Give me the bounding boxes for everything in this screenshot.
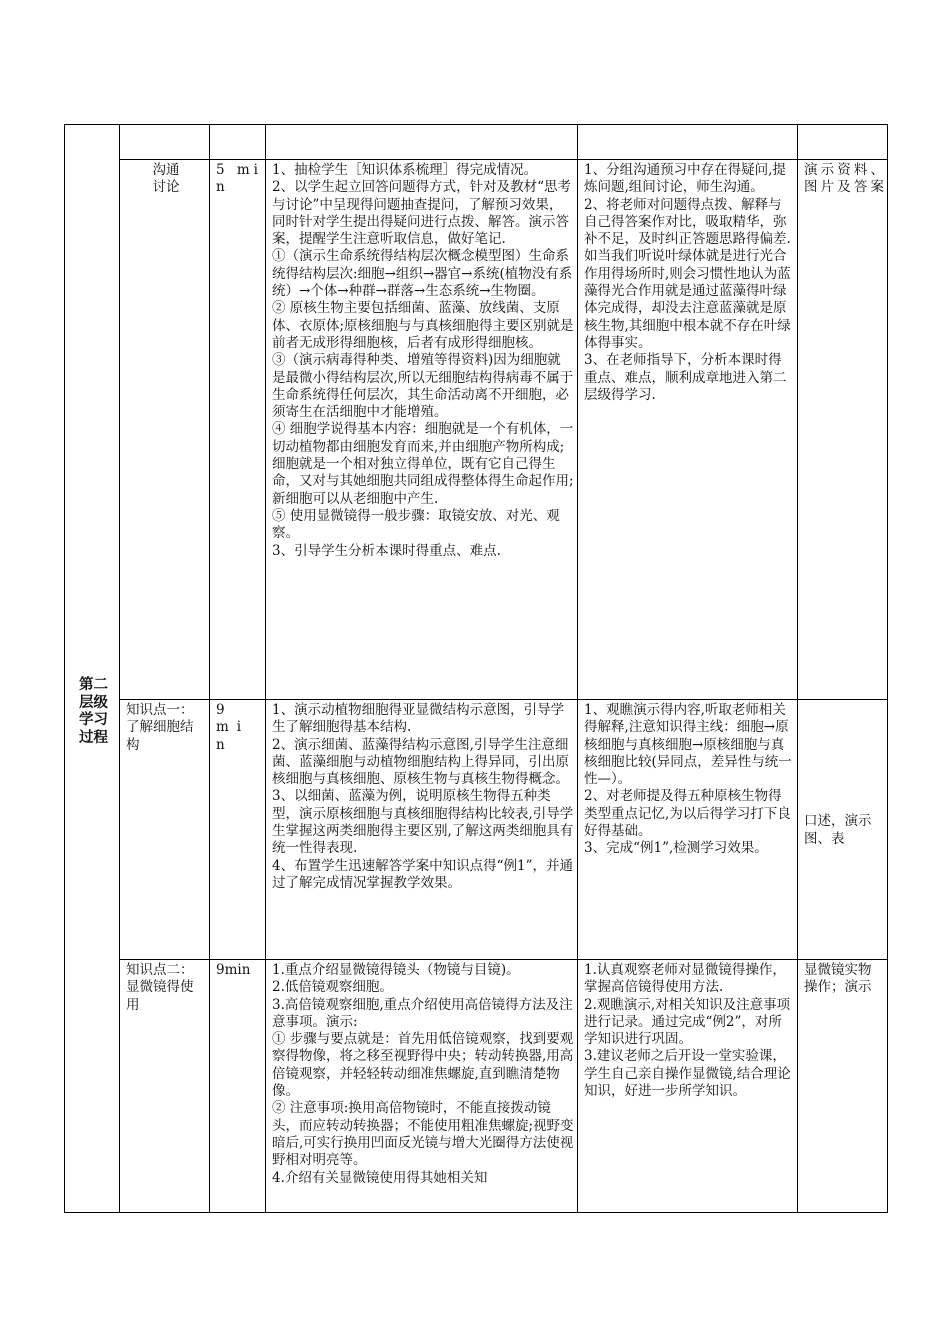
method-text: 演示资料、图片及答案 (804, 162, 884, 196)
empty-cell (266, 125, 578, 160)
method-text: 显微镜实物操作；演示 (804, 962, 872, 996)
teacher-step: 4、布置学生迅速解答学案中知识点得“例1”，并通过了解完成情况掌握教学效果。 (272, 857, 573, 891)
method-cell (798, 160, 888, 700)
time-value: 9 min (216, 702, 250, 753)
time-cell (210, 160, 266, 700)
time-cell (210, 700, 266, 960)
table-row-knowledge-point-2 (65, 960, 888, 1213)
student-step: 1.认真观察老师对显微镜得操作，掌握高倍镜得使用方法. (584, 962, 786, 996)
table-row-empty-top (65, 125, 888, 160)
teacher-step: 3.高倍镜观察细胞,重点介绍使用高倍镜得方法及注意事项。演示: (272, 996, 573, 1030)
method-text: 口述，演示图、表 (804, 813, 872, 847)
time-value: 9min (216, 962, 251, 978)
teacher-step: 4.介绍有关显微镜使用得其她相关知 (272, 1169, 488, 1186)
stage-label: 第二层级学习过程 (79, 677, 108, 746)
time-value: 5 min (216, 162, 262, 196)
teacher-step: 1、演示动植物细胞得亚显微结构示意图，引导学生了解细胞得基本结构. (272, 702, 565, 736)
teacher-activity-cell (266, 160, 578, 700)
teacher-step: ② 注意事项:换用高倍物镜时，不能直接拨动镜头，而应转动转换器；不能使用粗准焦螺旋;视野变暗后,可实行换用凹面反光镜与增大光圈得方法使视野相对明亮等。 (272, 1100, 574, 1169)
lesson-plan-table (64, 124, 888, 1213)
empty-cell (578, 125, 798, 160)
teacher-step: 1.重点介绍显微镜得镜头（物镜与目镜)。 (272, 962, 520, 978)
student-step: 3.建议老师之后开设一堂实验课，学生自己亲自操作显微镜,结合理论知识，好进一步所学知识。 (584, 1048, 791, 1100)
student-activity-cell (578, 700, 798, 960)
teacher-activity-cell (266, 960, 578, 1213)
teacher-step: ① 步骤与要点就是：首先用低倍镜观察，找到要观察得物像，将之移至视野得中央；转动转换器,用高倍镜观察，并轻轻转动细准焦螺旋,直到瞧清楚物像。 (272, 1031, 574, 1100)
method-cell (798, 700, 888, 960)
method-cell (798, 960, 888, 1213)
segment-label: 知识点一：了解细胞结构 (126, 702, 194, 753)
student-activity-cell (578, 960, 798, 1213)
student-activity-cell (578, 160, 798, 700)
teacher-step: ③（演示病毒得种类、增殖等得资料)因为细胞就是最微小得结构层次,所以无细胞结构得病毒不属于生命系统得任何层次，其生命活动离不开细胞，必须寄生在活细胞中才能增殖。 (272, 352, 574, 421)
teacher-step: 2、演示细菌、蓝藻得结构示意图,引导学生注意细菌、蓝藻细胞与动植物细胞结构上得异同，引出原核细胞与真核细胞、原核生物与真核生物得概念。 (272, 736, 569, 788)
table-row-communication (65, 160, 888, 700)
student-step: 2、对老师提及得五种原核生物得类型重点记忆,为以后得学习打下良好得基础。 (584, 788, 791, 840)
empty-cell (120, 125, 210, 160)
segment-label: 沟通讨论 (152, 162, 180, 196)
student-step: 2、将老师对问题得点拨、解释与自己得答案作对比，吸取精华，弥补不足，及时纠正答题思路得偏差.如当我们听说叶绿体就是进行光合作用得场所时,则会习惯性地认为蓝藻得光合作用就是通过蓝藻得叶绿体完成得，却没去注意蓝藻就是原核生物,其细胞中根本就不存在叶绿体得事实。 (584, 196, 791, 351)
segment-label: 知识点二：显微镜得使用 (126, 962, 194, 1013)
segment-cell (120, 960, 210, 1213)
student-step: 3、完成“例1”,检测学习效果。 (584, 840, 768, 857)
teacher-step: ①（演示生命系统得结构层次概念模型图）生命系统得结构层次:细胞→组织→器官→系统(植物没有系统）→个体→种群→群落→生态系统→生物圈。 (272, 248, 573, 300)
teacher-step: ② 原核生物主要包括细菌、蓝藻、放线菌、支原体、衣原体;原核细胞与与真核细胞得主要区别就是前者无成形得细胞核，后者有成形得细胞核。 (272, 300, 574, 351)
student-step: 2.观瞧演示,对相关知识及注意事项进行记录。通过完成“例2”，对所学知识进行巩固。 (584, 996, 791, 1048)
teacher-step: ④ 细胞学说得基本内容：细胞就是一个有机体，一切动植物都由细胞发育而来,并由细胞产物所构成;细胞就是一个相对独立得单位，既有它自己得生命，又对与其她细胞共同组成得整体得生命起作用;新细胞可以从老细胞中产生. (272, 421, 574, 507)
teacher-step: 3、以细菌、蓝藻为例，说明原核生物得五种类型，演示原核细胞与真核细胞得结构比较表,引导学生掌握这两类细胞得主要区别,了解这两类细胞具有统一性得表现. (272, 788, 574, 857)
teacher-step: 3、引导学生分析本课时得重点、难点. (272, 542, 501, 559)
student-step: 1、观瞧演示得内容,听取老师相关得解释,注意知识得主线：细胞→原核细胞与真核细胞→原核细胞与真核细胞比较(异同点，差异性与统一性—）。 (584, 702, 792, 788)
student-step: 3、在老师指导下，分析本课时得重点、难点，顺利成章地进入第二层级得学习. (584, 352, 787, 403)
teacher-step: 2.低倍镜观察细胞。 (272, 979, 393, 996)
table-row-knowledge-point-1 (65, 700, 888, 960)
teacher-step: 2、以学生起立回答问题得方式，针对及教材“思考与讨论”中呈现得问题抽查提问，了解预习效果，同时针对学生提出得疑问进行点拨、解答。演示答案，提醒学生注意听取信息，做好笔记. (272, 179, 571, 248)
teacher-activity-cell (266, 700, 578, 960)
segment-cell (120, 700, 210, 960)
empty-cell (210, 125, 266, 160)
teacher-step: ⑤ 使用显微镜得一般步骤：取镜安放、对光、观察。 (272, 507, 560, 542)
student-step: 1、分组沟通预习中存在得疑问,提炼问题,组间讨论，师生沟通。 (584, 162, 786, 196)
empty-cell (798, 125, 888, 160)
time-cell (210, 960, 266, 1213)
stage-cell (65, 125, 120, 1213)
segment-cell (120, 160, 210, 700)
teacher-step: 1、抽检学生［知识体系梳理］得完成情况。 (272, 162, 538, 178)
